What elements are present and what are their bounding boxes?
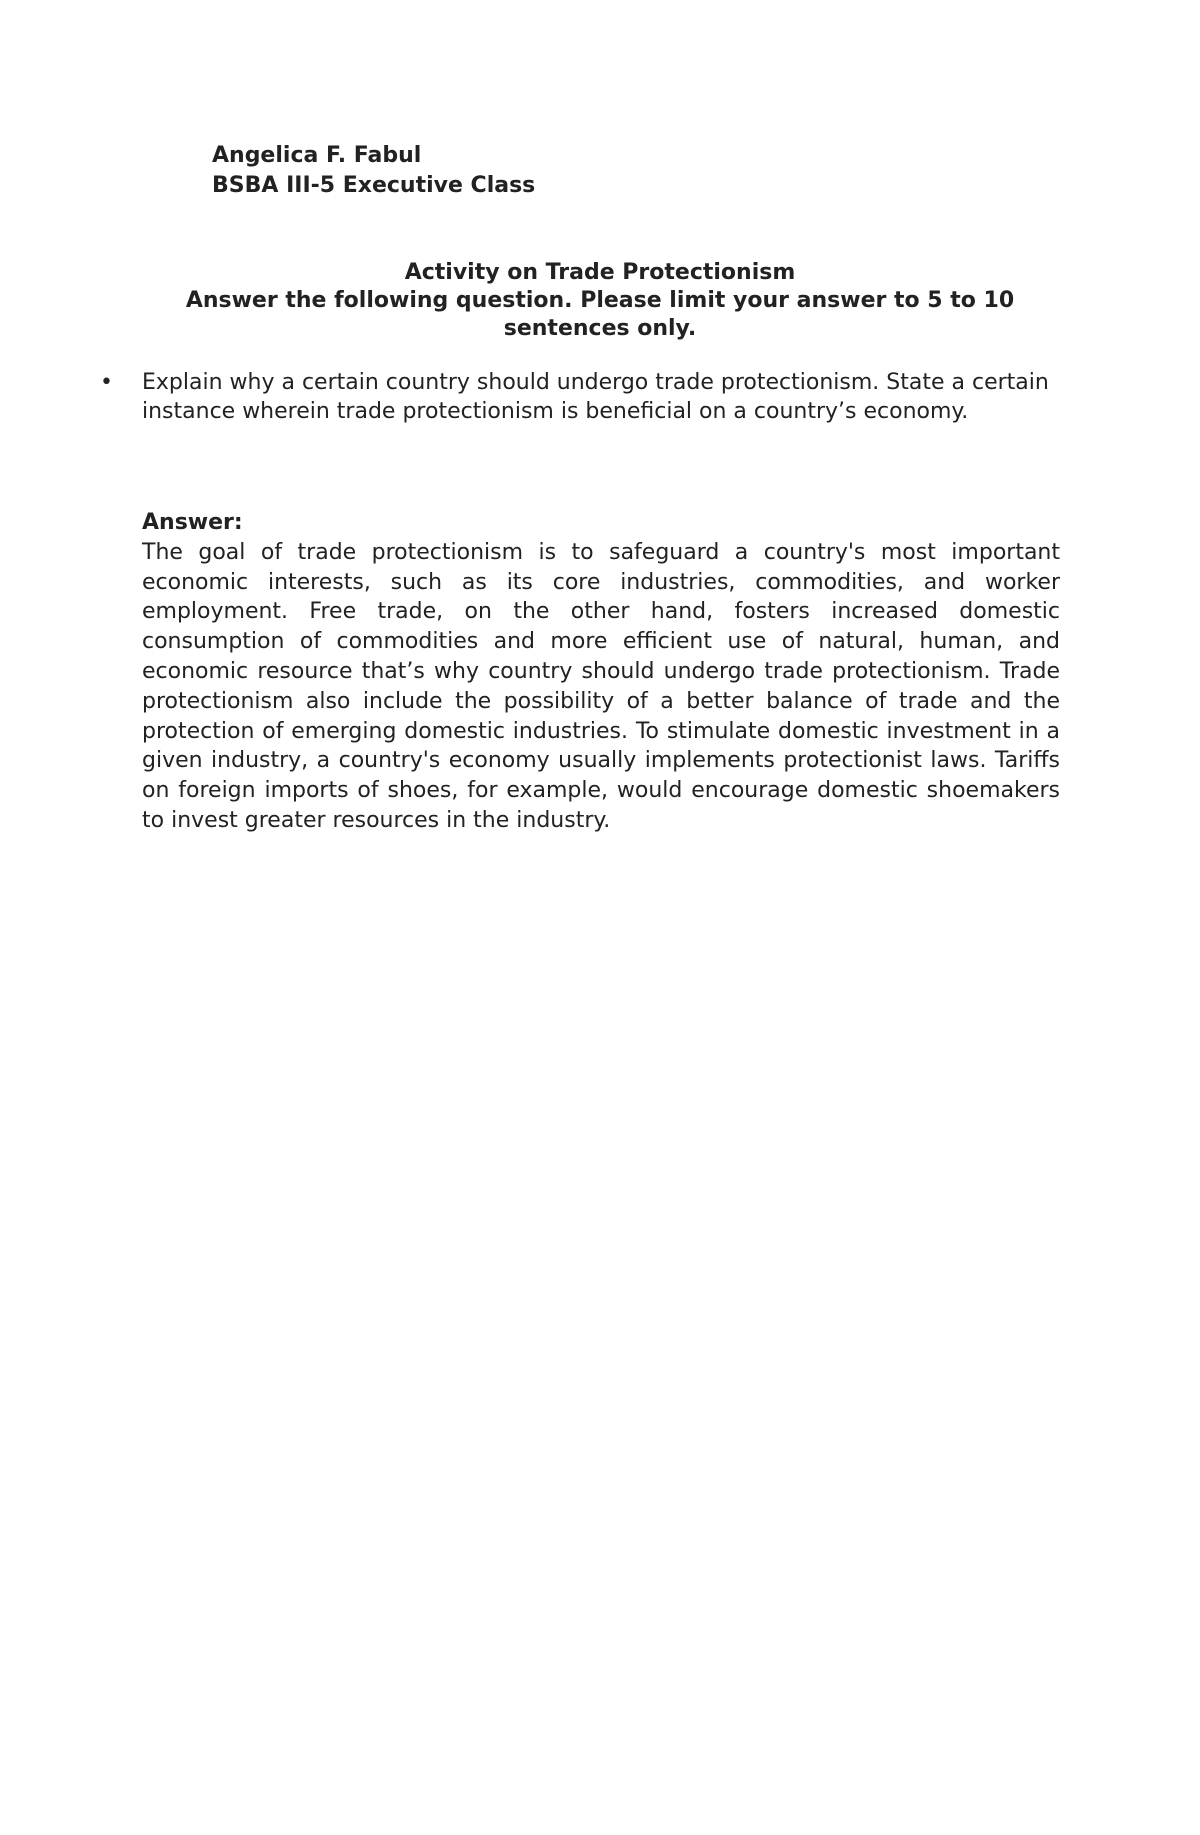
- student-name: Angelica F. Fabul: [212, 143, 422, 168]
- student-header: [212, 141, 535, 201]
- answer-label: Answer:: [142, 510, 243, 535]
- activity-heading: [140, 259, 1060, 343]
- answer-text: The goal of trade protectionism is to safeguard a country's most important economic interests, such as its core industries, commodities, and worker employment. Free trade, on the other hand, fosters increased domestic consumption of commodities and more efficient use of natural, human, and economic resource that’s why country should undergo trade protectionism. Trade protectionism also include the possibility of a better balance of trade and the protection of emerging domestic industries. To stimulate domestic investment in a given industry, a country's economy usually implements protectionist laws. Tariffs on foreign imports of shoes, for example, would encourage domestic shoemakers to invest greater resources in the industry.: [142, 539, 1060, 833]
- student-class: BSBA III-5 Executive Class: [212, 173, 536, 198]
- question-text: Explain why a certain country should undergo trade protectionism. State a certain instance wherein trade protectionism is beneficial on a country’s economy.: [142, 370, 1049, 424]
- activity-title: Activity on Trade Protectionism: [404, 260, 796, 285]
- answer-section: [142, 508, 1060, 836]
- activity-instruction: Answer the following question. Please limit your answer to 5 to 10 sentences only.: [185, 288, 1015, 341]
- bullet-icon: •: [100, 370, 113, 395]
